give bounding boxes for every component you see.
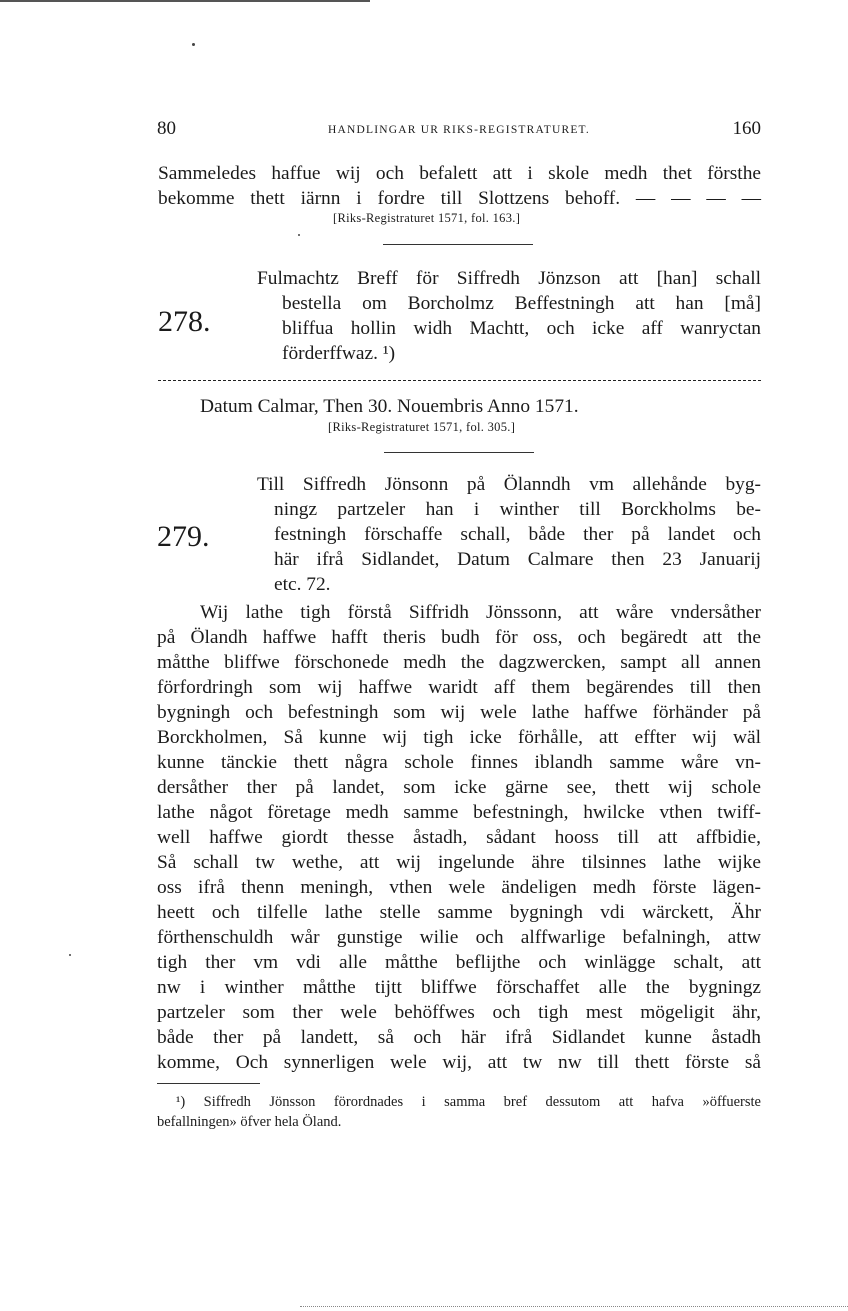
scan-speck (298, 234, 300, 236)
entry-summary-line: Fulmachtz Breff för Siffredh Jönzson att [han] schall (257, 268, 761, 289)
dash-separator (158, 380, 761, 381)
body-line: Så schall tw wethe, att wij ingelunde ähre tilsinnes lathe wijke (157, 852, 761, 873)
body-line: förthenschuldh wår gunstige wilie och alffwarlige befalningh, attw (157, 927, 761, 948)
entry-number: 279. (157, 520, 210, 553)
entry-summary-line: bestella om Borcholmz Beffestningh att han [må] (282, 293, 761, 314)
body-line: tigh ther vm vdi alle måtthe beflijthe och winlägge schalt, att (157, 952, 761, 973)
document-number: 160 (732, 118, 761, 139)
body-line: förfordringh som wij haffwe waridt aff them begärendes till then (157, 677, 761, 698)
archive-reference: [Riks-Registraturet 1571, fol. 305.] (328, 420, 516, 434)
entry-summary-line: festningh förschaffe schall, både ther på landet och (274, 524, 761, 545)
scan-edge-line (0, 0, 370, 2)
intro-line: Sammeledes haffue wij och befalett att i skole medh thet försthe (158, 163, 761, 184)
footnote-line: ¹) Siffredh Jönsson förordnades i samma bref dessutom att hafva »öffuerste (176, 1094, 761, 1110)
body-line: Borckholmen, Så kunne wij tigh icke förhålle, att effter wij wäl (157, 727, 761, 748)
running-header (157, 118, 761, 144)
body-line: bygningh och befestningh som wij wele lathe haffwe förhänder på (157, 702, 761, 723)
entry-summary-line: Till Siffredh Jönsonn på Ölanndh vm allehånde byg- (257, 474, 761, 495)
running-title: HANDLINGAR UR RIKS-REGISTRATURET. (327, 124, 591, 136)
body-line: på Ölandh haffwe hafft theris budh för oss, och begäredt att the (157, 627, 761, 648)
entry-summary-line: förderffwaz. ¹) (282, 343, 396, 364)
body-line: lathe något företage medh samme befestningh, hwilcke vthen twiff- (157, 802, 761, 823)
body-line: både ther på landett, så och här ifrå Sidlandet kunne åstadh (157, 1027, 761, 1048)
body-line: heett och tilfelle lathe stelle samme bygningh vdi wärckett, Ähr (157, 902, 761, 923)
entry-number: 278. (158, 305, 211, 338)
body-line: måtthe bliffwe förschonede medh the dagzwercken, sampt all annen (157, 652, 761, 673)
section-divider (384, 452, 534, 453)
scan-speck (69, 954, 71, 956)
datum-line: Datum Calmar, Then 30. Nouembris Anno 1571. (200, 396, 579, 417)
footnote-rule (157, 1083, 260, 1084)
entry-summary-line: etc. 72. (274, 574, 331, 595)
body-line: Wij lathe tigh förstå Siffridh Jönssonn, att wåre vndersåther (200, 602, 761, 623)
body-line: kunne tänckie thett några schole finnes iblandh samme wåre vn- (157, 752, 761, 773)
body-line: nw i winther måtthe tijtt bliffwe förschaffet alle the bygningz (157, 977, 761, 998)
scan-speck (192, 43, 195, 46)
body-line: komme, Och synnerligen wele wij, att tw nw till thett förste så (157, 1052, 761, 1073)
body-line: well haffwe giordt thesse åstadh, sådant hooss till att affbidie, (157, 827, 761, 848)
scan-edge-line (300, 1306, 848, 1307)
entry-summary-line: här ifrå Sidlandet, Datum Calmare then 23 Januarij (274, 549, 761, 570)
archive-reference: [Riks-Registraturet 1571, fol. 163.] (333, 211, 521, 225)
body-line: oss ifrå thenn meningh, vthen wele ändeligen medh förste lägen- (157, 877, 761, 898)
body-line: dersåther ther på landet, som icke gärne see, thett wij schole (157, 777, 761, 798)
entry-summary-line: ningz partzeler han i winther till Borckholms be- (274, 499, 761, 520)
intro-line: bekomme thett iärnn i fordre till Slottzens behoff. — — — — (158, 188, 761, 209)
page-number: 80 (157, 118, 176, 139)
section-divider (383, 244, 533, 245)
entry-summary-line: bliffua hollin widh Machtt, och icke aff wanryctan (282, 318, 761, 339)
footnote-line: befallningen» öfver hela Öland. (157, 1114, 342, 1130)
body-line: partzeler som ther wele behöffwes och tigh mest mögeligit ähr, (157, 1002, 761, 1023)
